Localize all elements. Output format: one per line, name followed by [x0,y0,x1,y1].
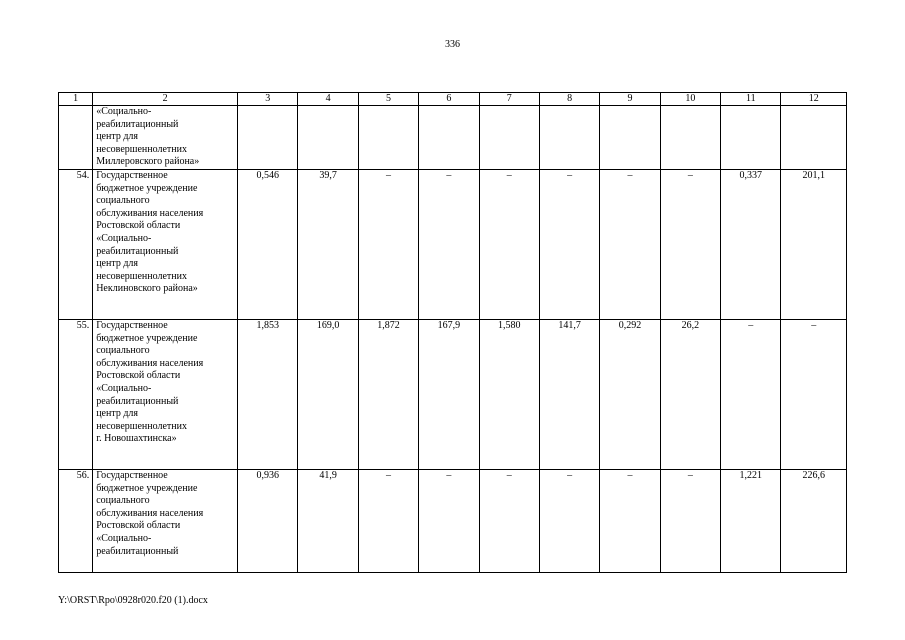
institution-name-line: бюджетное учреждение [96,482,198,494]
table-row [59,319,847,469]
value-cell-col-5: – [358,469,418,572]
value-cell-col-10 [660,106,720,170]
row-number-cell: 55. [59,319,93,469]
column-header: 9 [600,93,660,106]
column-header: 6 [419,93,479,106]
value-cell-col-11 [721,106,781,170]
value-cell-col-7: 1,580 [479,319,539,469]
value-cell-col-4: 41,9 [298,469,358,572]
value-cell-col-7 [479,106,539,170]
value-cell-col-12: 201,1 [781,169,847,319]
value-cell-col-4: 169,0 [298,319,358,469]
column-header: 5 [358,93,418,106]
value-cell-col-7: – [479,169,539,319]
institution-name-line: Государственное [96,469,168,481]
row-number-cell: 54. [59,169,93,319]
institution-name-line: реабилитационный [96,118,179,130]
value-cell-col-11: 1,221 [721,469,781,572]
value-cell-col-8: – [539,169,599,319]
value-cell-col-6: 167,9 [419,319,479,469]
column-header: 1 [59,93,93,106]
row-number-cell [59,106,93,170]
table-body [59,93,847,573]
institution-name-line: Ростовской области [96,520,181,532]
institution-name-line: бюджетное учреждение [96,332,198,344]
value-cell-col-3 [238,106,298,170]
value-cell-col-11: – [721,319,781,469]
value-cell-col-7: – [479,469,539,572]
value-cell-col-8: – [539,469,599,572]
value-cell-col-5: 1,872 [358,319,418,469]
column-header: 8 [539,93,599,106]
value-cell-col-10: – [660,169,720,319]
table-row [59,106,847,170]
institution-name-line: несовершеннолетних [96,143,187,155]
institution-name-line: «Социально- [96,532,152,544]
value-cell-col-3: 0,936 [238,469,298,572]
row-number-cell: 56. [59,469,93,572]
institution-name-line: Государственное [96,319,168,331]
value-cell-col-5: – [358,169,418,319]
institution-name-cell [93,106,238,170]
value-cell-col-12 [781,106,847,170]
value-cell-col-9 [600,106,660,170]
value-cell-col-9: 0,292 [600,319,660,469]
institution-name-line: «Социально- [96,382,152,394]
institution-name-line: несовершеннолетних [96,270,187,282]
institution-name-cell [93,169,238,319]
footer-file-path: Y:\ORST\Rpo\0928r020.f20 (1).docx [58,595,208,606]
institution-name-line: центр для [96,408,139,420]
column-header: 3 [238,93,298,106]
value-cell-col-6: – [419,169,479,319]
institution-name-line: Неклиновского района» [96,283,198,295]
value-cell-col-9: – [600,169,660,319]
institution-name-line: «Социально- [96,232,152,244]
value-cell-col-8: 141,7 [539,319,599,469]
column-header: 11 [721,93,781,106]
value-cell-col-6: – [419,469,479,572]
institution-name-line: реабилитационный [96,395,179,407]
institution-name-line: обслуживания населения [96,357,204,369]
value-cell-col-5 [358,106,418,170]
institution-name-cell [93,469,238,572]
value-cell-col-9: – [600,469,660,572]
table-row [59,169,847,319]
value-cell-col-4 [298,106,358,170]
column-header: 12 [781,93,847,106]
institution-name-line: социального [96,195,150,207]
institution-name-line: реабилитационный [96,545,179,557]
column-header: 4 [298,93,358,106]
institution-name-line: «Социально- [96,106,152,117]
column-header: 10 [660,93,720,106]
institution-name-line: центр для [96,131,139,143]
institution-name-line: Ростовской области [96,220,181,232]
value-cell-col-8 [539,106,599,170]
value-cell-col-10: – [660,469,720,572]
institution-name-cell [93,319,238,469]
institution-name-line: социального [96,495,150,507]
column-header-row [59,93,847,106]
institution-name-line: центр для [96,258,139,270]
institution-name-line: обслуживания населения [96,507,204,519]
institution-name-line: Ростовской области [96,370,181,382]
value-cell-col-12: – [781,319,847,469]
data-table [58,92,847,573]
institution-name-line: Государственное [96,169,168,181]
institution-name-line: реабилитационный [96,245,179,257]
institution-name-line: Миллеровского района» [96,156,200,168]
value-cell-col-4: 39,7 [298,169,358,319]
institution-name-line: г. Новошахтинска» [96,433,177,445]
value-cell-col-12: 226,6 [781,469,847,572]
page-number: 336 [445,39,460,50]
institution-name-line: обслуживания населения [96,207,204,219]
value-cell-col-10: 26,2 [660,319,720,469]
value-cell-col-3: 1,853 [238,319,298,469]
value-cell-col-11: 0,337 [721,169,781,319]
table-row [59,469,847,572]
institution-name-line: несовершеннолетних [96,420,187,432]
value-cell-col-3: 0,546 [238,169,298,319]
value-cell-col-6 [419,106,479,170]
institution-name-line: социального [96,345,150,357]
institution-name-line: бюджетное учреждение [96,182,198,194]
column-header: 7 [479,93,539,106]
column-header: 2 [93,93,238,106]
